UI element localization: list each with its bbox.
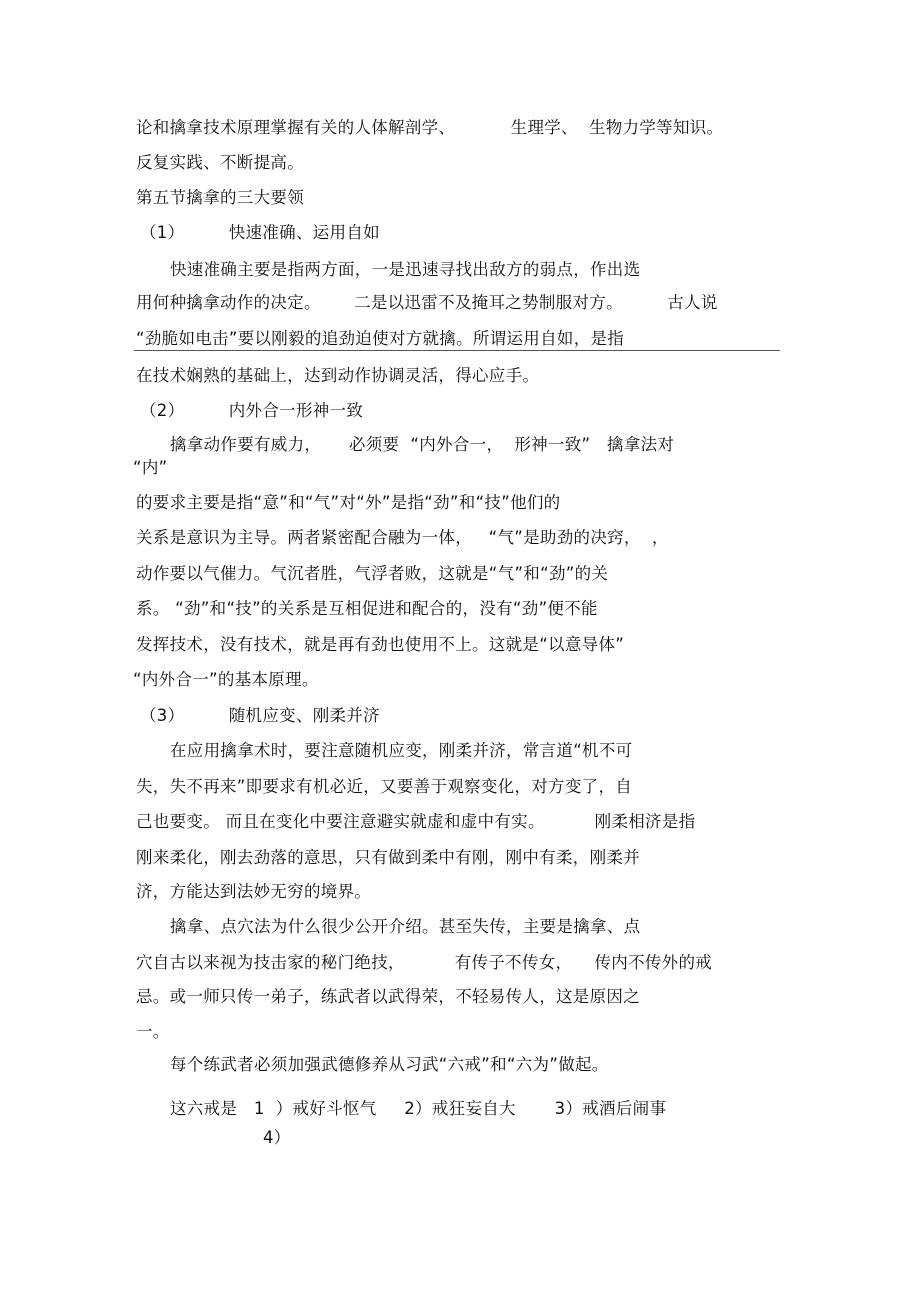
subsection-heading: （2） 内外合一形神一致 <box>140 401 364 420</box>
text-line: 己也要变。 而且在变化中要注意避实就虚和虚中有实。 刚柔相济是指 <box>136 812 696 831</box>
text-line: 擒拿动作要有威力， 必须要 “内外合一， 形神一致” 擒拿法对 <box>170 435 675 454</box>
text-line: “劲脆如电击”要以刚毅的追劲迫使对方就擒。所谓运用自如，是指 <box>136 329 625 348</box>
text-line: 在技术娴熟的基础上，达到动作协调灵活，得心应手。 <box>136 366 540 385</box>
text-line: “内” <box>133 458 168 477</box>
text-line: 忌。或一师只传一弟子，练武者以武得荣，不轻易传人，这是原因之 <box>136 987 640 1006</box>
text-line: 4） <box>263 1128 291 1147</box>
text-line: 擒拿、点穴法为什么很少公开介绍。甚至失传，主要是擒拿、点 <box>170 917 641 936</box>
text-line: 快速准确主要是指两方面，一是迅速寻找出敌方的弱点，作出选 <box>170 260 641 279</box>
divider-line <box>134 350 780 351</box>
text-line: 穴自古以来视为技击家的秘门绝技， 有传子不传女， 传内不传外的戒 <box>136 953 713 972</box>
text-line: “内外合一”的基本原理。 <box>133 670 319 689</box>
text-line: 论和擒拿技术原理掌握有关的人体解剖学、 生理学、 生物力学等知识。 <box>136 118 724 137</box>
subsection-heading: （1） 快速准确、运用自如 <box>140 223 380 242</box>
text-line: 用何种擒拿动作的决定。 二是以迅雷不及掩耳之势制服对方。 古人说 <box>136 293 718 312</box>
text-line: 济，方能达到法妙无穷的境界。 <box>136 882 372 901</box>
text-line: 动作要以气催力。气沉者胜，气浮者败，这就是“气”和“劲”的关 <box>136 564 609 583</box>
text-line: 一。 <box>136 1022 170 1041</box>
text-line: 失，失不再来”即要求有机必近，又要善于观察变化，对方变了，自 <box>136 777 633 796</box>
text-line: 系。 “劲”和“技”的关系是互相促进和配合的，没有“劲”便不能 <box>136 599 598 618</box>
text-line: 发挥技术，没有技术，就是再有劲也使用不上。这就是“以意导体” <box>136 635 625 654</box>
subsection-heading: （3） 随机应变、刚柔并济 <box>140 706 380 725</box>
text-line: 反复实践、不断提高。 <box>136 153 304 172</box>
text-line: 每个练武者必须加强武德修养从习武“六戒”和“六为”做起。 <box>170 1055 609 1074</box>
text-line: 刚来柔化，刚去劲落的意思，只有做到柔中有刚，刚中有柔，刚柔并 <box>136 848 640 867</box>
text-line: 这六戒是 1 ）戒好斗怄气 2）戒狂妄自大 3）戒酒后闹事 <box>170 1099 667 1118</box>
text-line: 的要求主要是指“意”和“气”对“外”是指“劲”和“技”他们的 <box>136 493 561 512</box>
section-heading: 第五节擒拿的三大要领 <box>136 188 304 207</box>
text-line: 关系是意识为主导。两者紧密配合融为一体， “气”是助劲的决窍， ， <box>136 528 669 547</box>
text-line: 在应用擒拿术时，要注意随机应变，刚柔并济，常言道“机不可 <box>170 741 633 760</box>
